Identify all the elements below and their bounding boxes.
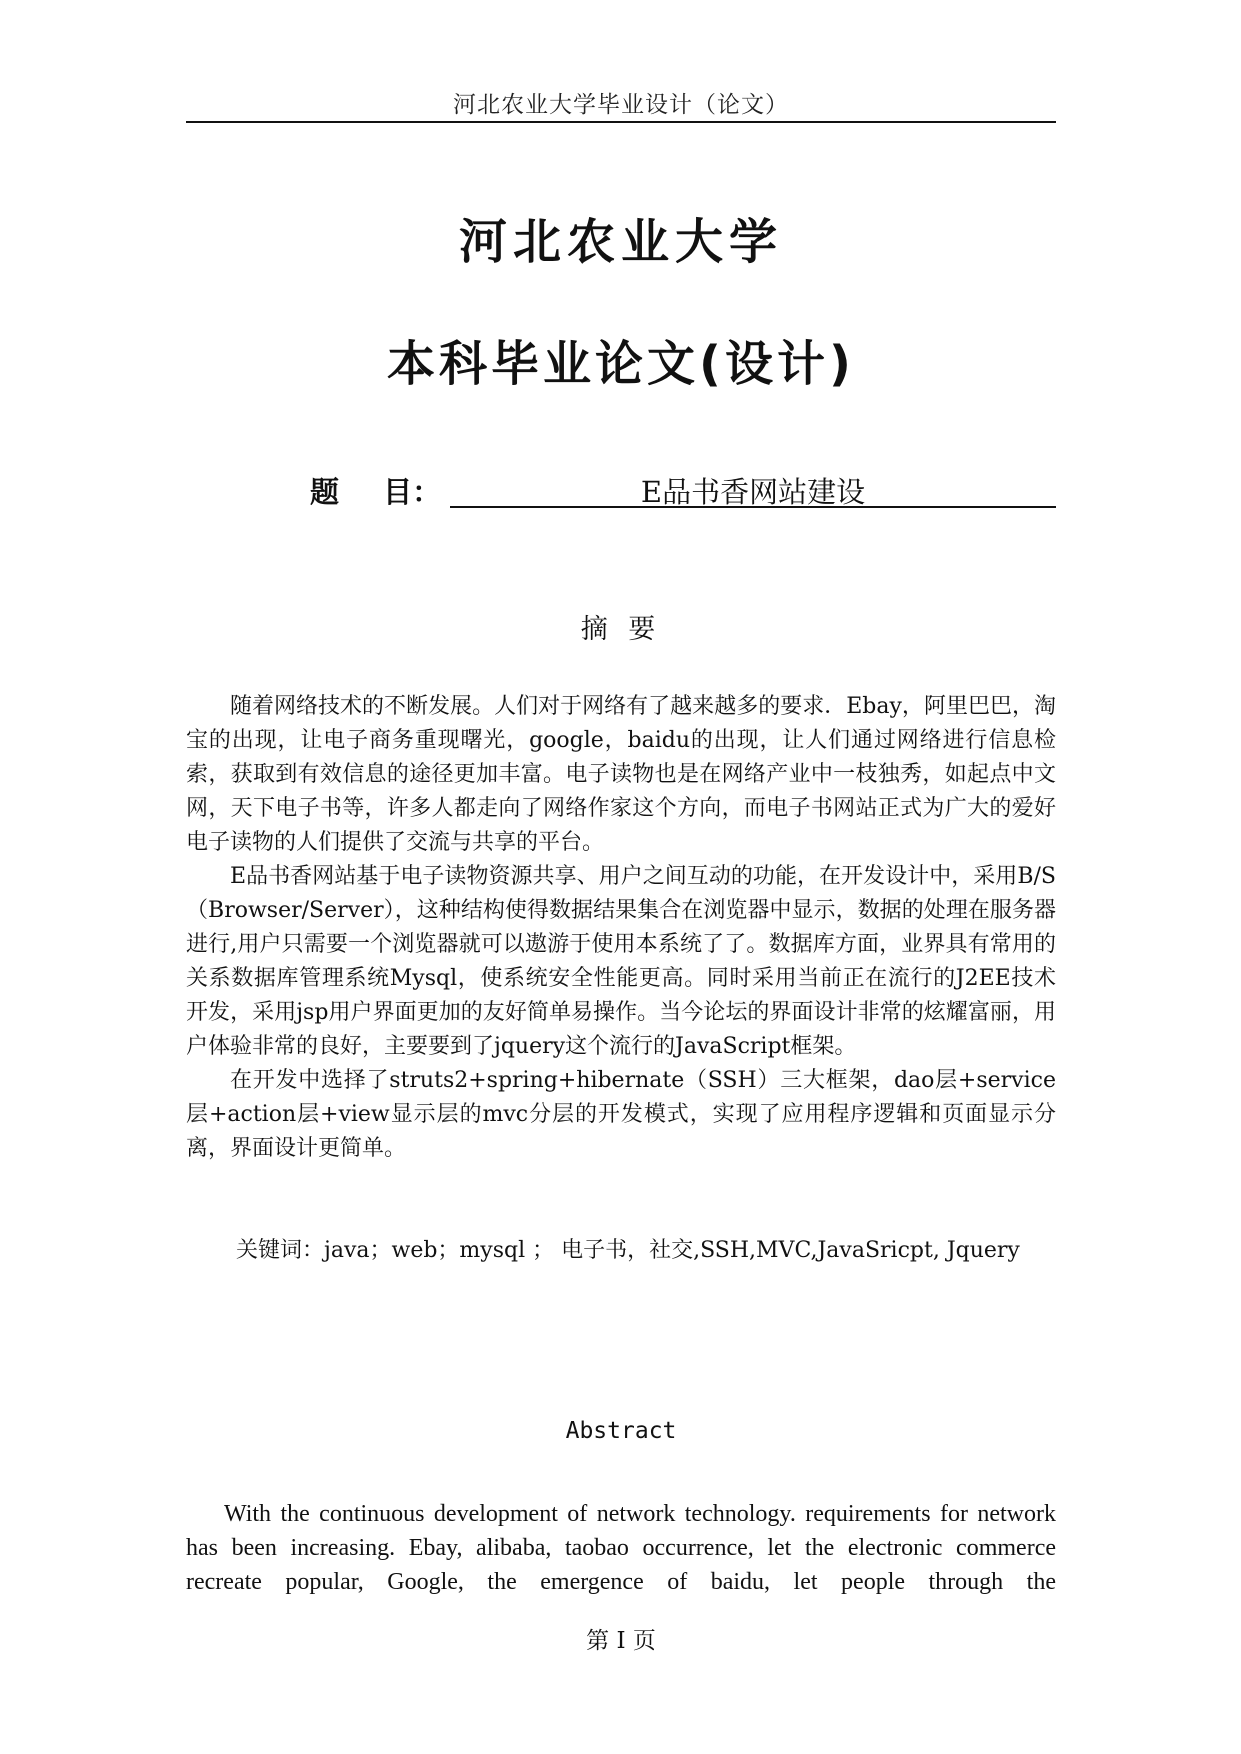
- abstract-paragraph: E品书香网站基于电子读物资源共享、用户之间互动的功能，在开发设计中，采用B/S（Browser/Server），这种结构使得数据结果集合在浏览器中显示，数据的处理在服务器进行,用户只需要一个浏览器就可以遨游于使用本系统了了。数据库方面，业界具有常用的关系数据库管理系统Mysql，使系统安全性能更高。同时采用当前正在流行的J2EE技术开发，采用jsp用户界面更加的友好简单易操作。当今论坛的界面设计非常的炫耀富丽，用户体验非常的良好，主要要到了jquery这个流行的JavaScript框架。: [186, 864, 1056, 1059]
- english-abstract-heading: Abstract: [565, 1418, 677, 1444]
- topic-value: E品书香网站建设: [450, 470, 1056, 508]
- english-abstract-body: [186, 1497, 1056, 1599]
- keywords-line: 关键词：java；web；mysql ； 电子书，社交,SSH,MVC,JavaSricpt, Jquery: [236, 1238, 1020, 1263]
- chinese-abstract-body: [186, 690, 1056, 1166]
- chinese-abstract-heading: 摘 要: [580, 614, 662, 645]
- university-title: 河北农业大学: [458, 214, 783, 270]
- topic-label: 题 目：: [310, 475, 442, 509]
- thesis-type-title: 本科毕业论文(设计): [387, 336, 855, 392]
- topic-row: [310, 470, 1056, 510]
- page-number: 第 I 页: [586, 1628, 656, 1654]
- header-divider: [186, 121, 1056, 123]
- abstract-paragraph: 在开发中选择了struts2+spring+hibernate（SSH）三大框架，dao层+service层+action层+view显示层的mvc分层的开发模式，实现了应用程序逻辑和页面显示分离，界面设计更简单。: [186, 1068, 1056, 1161]
- abstract-paragraph: 随着网络技术的不断发展。人们对于网络有了越来越多的要求．Ebay，阿里巴巴，淘宝的出现，让电子商务重现曙光，google，baidu的出现，让人们通过网络进行信息检索，获取到有效信息的途径更加丰富。电子读物也是在网络产业中一枝独秀，如起点中文网，天下电子书等，许多人都走向了网络作家这个方向，而电子书网站正式为广大的爱好电子读物的人们提供了交流与共享的平台。: [186, 694, 1056, 855]
- abstract-paragraph: With the continuous development of network technology. requirements for network has been increasing. Ebay, alibaba, taobao occurrence, let the electronic commerce recreate popular, Google, the emergence of baidu, let people through the: [186, 1501, 1056, 1595]
- running-header: 河北农业大学毕业设计（论文）: [453, 92, 789, 118]
